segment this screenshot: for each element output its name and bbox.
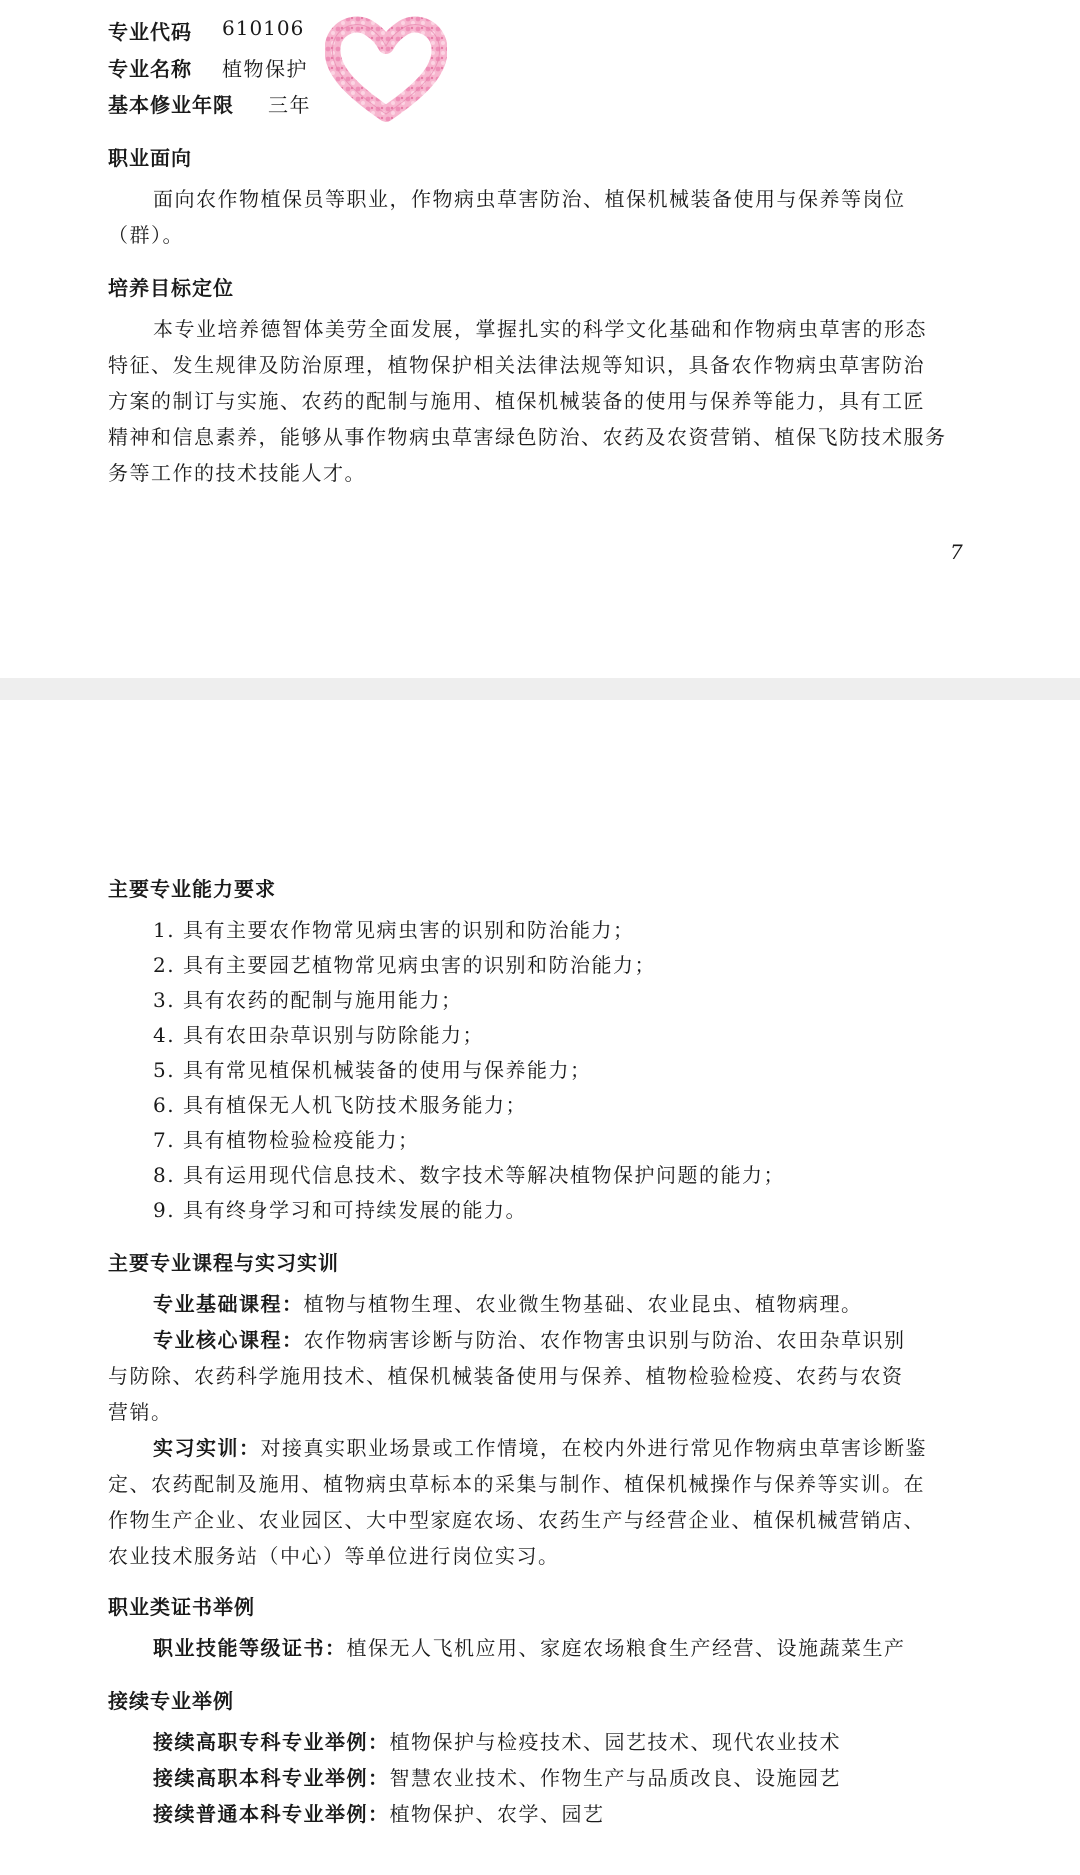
years-label: 基本修业年限 [108, 93, 234, 117]
further-label: 接续高职专科专业举例： [153, 1730, 390, 1754]
code-value: 610106 [222, 16, 305, 40]
basic-course-text: 植物与植物生理、农业微生物基础、农业昆虫、植物病理。 [303, 1292, 863, 1316]
cert-text: 植保无人飞机应用、家庭农场粮食生产经营、设施蔬菜生产 [346, 1636, 906, 1660]
intern-label: 实习实训： [153, 1436, 261, 1460]
goal-heading: 培养目标定位 [108, 276, 234, 300]
years-value: 三年 [268, 93, 311, 117]
intern-text-1: 对接真实职业场景或工作情境，在校内外进行常见作物病虫草害诊断鉴 [260, 1436, 927, 1460]
page-number: 7 [950, 540, 965, 564]
core-course-text-1: 农作物病害诊断与防治、农作物害虫识别与防治、农田杂草识别 [303, 1328, 906, 1352]
ability-item: 3. 具有农药的配制与施用能力； [153, 988, 463, 1012]
course-heading: 主要专业课程与实习实训 [108, 1251, 339, 1275]
further-label: 接续高职本科专业举例： [153, 1766, 390, 1790]
ability-item: 2. 具有主要园艺植物常见病虫害的识别和防治能力； [153, 953, 656, 977]
career-line-1: 面向农作物植保员等职业，作物病虫草害防治、植保机械装备使用与保养等岗位 [153, 187, 906, 211]
career-line-2: （群）。 [108, 223, 184, 247]
core-course-line-1 [153, 1324, 906, 1353]
goal-line-2: 特征、发生规律及防治原理，植物保护相关法律法规等知识，具备农作物病虫草害防治 [108, 353, 925, 377]
core-course-label: 专业核心课程： [153, 1328, 304, 1352]
further-heading: 接续专业举例 [108, 1689, 234, 1713]
ability-item: 6. 具有植保无人机飞防技术服务能力； [153, 1093, 527, 1117]
ability-heading: 主要专业能力要求 [108, 877, 276, 901]
goal-line-1: 本专业培养德智体美劳全面发展，掌握扎实的科学文化基础和作物病虫草害的形态 [153, 317, 927, 341]
ability-item: 1. 具有主要农作物常见病虫害的识别和防治能力； [153, 918, 635, 942]
ability-item: 4. 具有农田杂草识别与防除能力； [153, 1023, 484, 1047]
goal-line-5: 务等工作的技术技能人才。 [108, 461, 366, 485]
intern-line-3: 作物生产企业、农业园区、大中型家庭农场、农药生产与经营企业、植保机械营销店、 [108, 1508, 925, 1532]
further-item [153, 1726, 841, 1755]
cert-line [153, 1632, 906, 1661]
name-label: 专业名称 [108, 57, 192, 81]
further-text: 植物保护与检疫技术、园艺技术、现代农业技术 [389, 1730, 841, 1754]
code-label: 专业代码 [108, 20, 192, 44]
ability-item: 7. 具有植物检验检疫能力； [153, 1128, 420, 1152]
further-label: 接续普通本科专业举例： [153, 1802, 390, 1826]
ability-item: 5. 具有常见植保机械装备的使用与保养能力； [153, 1058, 592, 1082]
further-text: 植物保护、农学、园艺 [389, 1802, 605, 1826]
ability-item: 9. 具有终身学习和可持续发展的能力。 [153, 1198, 527, 1222]
page-separator [0, 678, 1080, 700]
heart-sticker-icon [325, 16, 447, 122]
cert-label: 职业技能等级证书： [153, 1636, 347, 1660]
basic-course-line [153, 1288, 863, 1317]
core-course-line-2: 与防除、农药科学施用技术、植保机械装备使用与保养、植物检验检疫、农药与农资 [108, 1364, 904, 1388]
core-course-line-3: 营销。 [108, 1400, 173, 1424]
career-heading: 职业面向 [108, 146, 192, 170]
further-item [153, 1762, 841, 1791]
further-text: 智慧农业技术、作物生产与品质改良、设施园艺 [389, 1766, 841, 1790]
intern-line-4: 农业技术服务站（中心）等单位进行岗位实习。 [108, 1544, 560, 1568]
cert-heading: 职业类证书举例 [108, 1595, 255, 1619]
intern-line-1 [153, 1432, 927, 1461]
goal-line-3: 方案的制订与实施、农药的配制与施用、植保机械装备的使用与保养等能力，具有工匠 [108, 389, 925, 413]
goal-line-4: 精神和信息素养，能够从事作物病虫草害绿色防治、农药及农资营销、植保飞防技术服务 [108, 425, 947, 449]
basic-course-label: 专业基础课程： [153, 1292, 304, 1316]
intern-line-2: 定、农药配制及施用、植物病虫草标本的采集与制作、植保机械操作与保养等实训。在 [108, 1472, 925, 1496]
ability-item: 8. 具有运用现代信息技术、数字技术等解决植物保护问题的能力； [153, 1163, 785, 1187]
name-value: 植物保护 [222, 57, 308, 81]
further-item [153, 1798, 605, 1827]
